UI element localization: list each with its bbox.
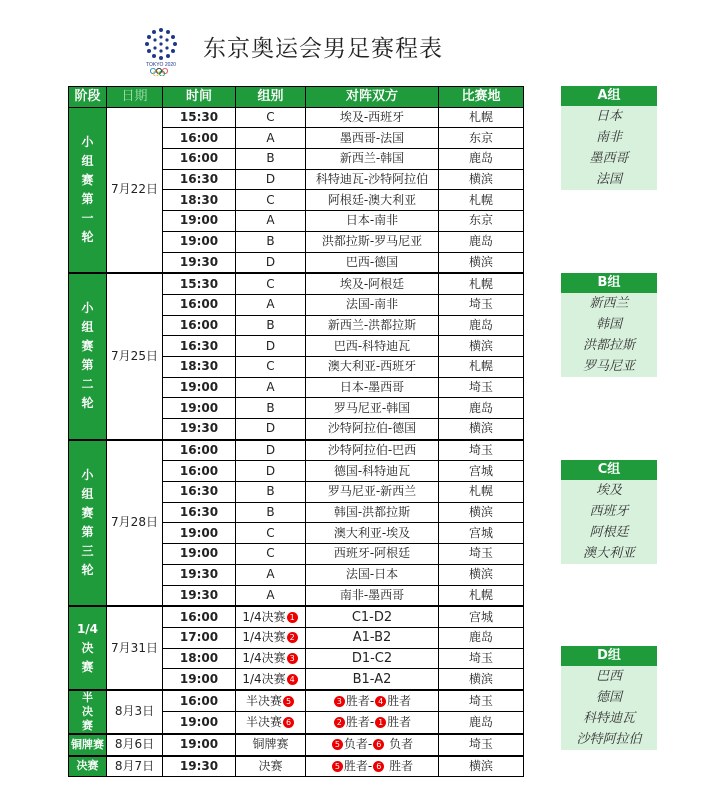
time-cell: 16:30 <box>163 502 236 523</box>
time-cell: 16:00 <box>163 440 236 461</box>
match-cell: 巴西-德国 <box>306 252 439 273</box>
stage-cell <box>69 273 107 440</box>
venue-cell: 埼玉 <box>439 690 524 712</box>
venue-cell: 横滨 <box>439 252 524 273</box>
time-cell: 19:00 <box>163 712 236 734</box>
date-cell: 7月25日 <box>107 273 163 440</box>
group-team: 南非 <box>561 127 657 148</box>
group-team: 法国 <box>561 169 657 190</box>
match-cell: 埃及-西班牙 <box>306 107 439 128</box>
venue-cell: 横滨 <box>439 564 524 585</box>
time-cell: 19:00 <box>163 523 236 544</box>
time-cell: 16:30 <box>163 336 236 357</box>
match-cell: 阿根廷-澳大利亚 <box>306 190 439 211</box>
venue-cell: 横滨 <box>439 169 524 190</box>
group-title: A组 <box>561 86 657 106</box>
stage-label-char: 赛 <box>81 339 94 354</box>
match-cell: 墨西哥-法国 <box>306 128 439 149</box>
stage-label: 铜牌赛 <box>71 737 104 751</box>
match-cell: 日本-南非 <box>306 211 439 232</box>
group-title: C组 <box>561 460 657 480</box>
venue-cell: 埼玉 <box>439 648 524 669</box>
time-cell: 16:00 <box>163 461 236 482</box>
match-text: 胜者 <box>387 715 412 730</box>
match-cell: C1-D2 <box>306 606 439 627</box>
round-label: 1/4决赛 <box>242 609 286 624</box>
match-cell: 韩国-洪都拉斯 <box>306 502 439 523</box>
group-team: 新西兰 <box>561 293 657 314</box>
round-label: 1/4决赛 <box>242 650 286 665</box>
stage-label-char: 组 <box>81 486 94 501</box>
group-team: 阿根廷 <box>561 522 657 543</box>
group-team: 德国 <box>561 687 657 708</box>
group-cell <box>236 648 306 669</box>
group-cell: D <box>236 419 306 440</box>
venue-cell: 鹿岛 <box>439 627 524 648</box>
match-number-badge: 5 <box>332 761 343 772</box>
table-row <box>69 734 524 756</box>
table-row <box>69 107 524 128</box>
header-group: 组别 <box>236 87 306 108</box>
venue-cell: 埼玉 <box>439 377 524 398</box>
match-cell: D1-C2 <box>306 648 439 669</box>
group-team: 韩国 <box>561 314 657 335</box>
round-label: 铜牌赛 <box>252 737 289 752</box>
venue-cell: 宫城 <box>439 606 524 627</box>
time-cell: 19:00 <box>163 211 236 232</box>
stage-label-char: 组 <box>81 320 94 335</box>
stage-cell <box>69 756 107 777</box>
group-box <box>561 460 657 564</box>
venue-cell: 横滨 <box>439 336 524 357</box>
group-title: D组 <box>561 646 657 666</box>
venue-cell: 鹿岛 <box>439 149 524 170</box>
match-cell <box>306 690 439 712</box>
time-cell: 19:00 <box>163 544 236 565</box>
group-cell: C <box>236 356 306 377</box>
stage-cell <box>69 734 107 756</box>
venue-cell: 宫城 <box>439 523 524 544</box>
time-cell: 18:30 <box>163 190 236 211</box>
match-cell: 沙特阿拉伯-德国 <box>306 419 439 440</box>
stage-label-char: 小 <box>81 301 94 316</box>
match-text: 负者- <box>343 737 373 752</box>
time-cell: 16:00 <box>163 690 236 712</box>
match-cell: 罗马尼亚-新西兰 <box>306 482 439 503</box>
time-cell: 18:30 <box>163 356 236 377</box>
group-box <box>561 86 657 190</box>
match-text: 胜者 <box>387 693 412 708</box>
match-number-badge: 2 <box>287 632 298 643</box>
stage-label-char: 三 <box>81 543 94 558</box>
match-cell: 罗马尼亚-韩国 <box>306 398 439 419</box>
stage-label-char: 一 <box>81 210 94 225</box>
venue-cell: 鹿岛 <box>439 712 524 734</box>
stage-label-char: 第 <box>81 191 94 206</box>
stage-label-char: 赛 <box>81 172 94 187</box>
stage-cell <box>69 690 107 734</box>
date-cell: 8月6日 <box>107 734 163 756</box>
venue-cell: 札幌 <box>439 356 524 377</box>
stage-label-char: 决 <box>82 704 93 718</box>
group-cell: C <box>236 544 306 565</box>
match-cell <box>306 756 439 777</box>
group-cell: D <box>236 461 306 482</box>
match-number-badge: 4 <box>375 696 386 707</box>
match-number-badge: 1 <box>287 612 298 623</box>
logo-text: TOKYO 2020 <box>146 62 176 68</box>
time-cell: 16:00 <box>163 294 236 315</box>
venue-cell: 埼玉 <box>439 734 524 756</box>
match-cell: 新西兰-洪都拉斯 <box>306 315 439 336</box>
date-cell: 7月31日 <box>107 606 163 690</box>
stage-label-char: 二 <box>81 377 94 392</box>
stage-label-char: 轮 <box>81 562 94 577</box>
group-cell: A <box>236 128 306 149</box>
stage-label-char: 赛 <box>82 718 93 732</box>
time-cell: 19:00 <box>163 734 236 756</box>
group-cell: A <box>236 211 306 232</box>
stage-cell <box>69 606 107 690</box>
match-cell <box>306 712 439 734</box>
venue-cell: 横滨 <box>439 756 524 777</box>
header-date: 日期 <box>107 87 163 108</box>
stage-label-char: 第 <box>81 358 94 373</box>
stage-label-char: 轮 <box>81 229 94 244</box>
time-cell: 17:00 <box>163 627 236 648</box>
schedule-body <box>69 107 524 777</box>
group-cell: C <box>236 273 306 294</box>
group-cell: B <box>236 482 306 503</box>
group-cell: C <box>236 523 306 544</box>
venue-cell: 埼玉 <box>439 440 524 461</box>
group-cell: A <box>236 377 306 398</box>
group-team: 洪都拉斯 <box>561 335 657 356</box>
venue-cell: 埼玉 <box>439 544 524 565</box>
match-number-badge: 5 <box>332 739 343 750</box>
match-number-badge: 1 <box>375 717 386 728</box>
stage-cell <box>69 440 107 607</box>
venue-cell: 札幌 <box>439 482 524 503</box>
match-cell: A1-B2 <box>306 627 439 648</box>
group-cell: D <box>236 440 306 461</box>
group-cell: D <box>236 252 306 273</box>
round-label: 半决赛 <box>245 693 282 708</box>
match-cell: 澳大利亚-西班牙 <box>306 356 439 377</box>
group-cell <box>236 734 306 756</box>
page-title: 东京奥运会男足赛程表 <box>203 36 443 62</box>
stage-label-char: 小 <box>81 134 94 149</box>
date-cell: 8月7日 <box>107 756 163 777</box>
round-label: 决赛 <box>258 758 283 773</box>
time-cell: 19:00 <box>163 231 236 252</box>
match-cell: 日本-墨西哥 <box>306 377 439 398</box>
time-cell: 18:00 <box>163 648 236 669</box>
round-label: 1/4决赛 <box>242 630 286 645</box>
table-row <box>69 440 524 461</box>
group-cell <box>236 756 306 777</box>
group-team: 罗马尼亚 <box>561 356 657 377</box>
group-cell <box>236 606 306 627</box>
header-time: 时间 <box>163 87 236 108</box>
time-cell: 19:30 <box>163 252 236 273</box>
group-cell: B <box>236 398 306 419</box>
group-cell: A <box>236 294 306 315</box>
stage-label-char: 组 <box>81 153 94 168</box>
group-team: 巴西 <box>561 666 657 687</box>
match-cell: 西班牙-阿根廷 <box>306 544 439 565</box>
date-cell: 7月28日 <box>107 440 163 607</box>
stage-label-char: 小 <box>81 467 94 482</box>
group-team: 沙特阿拉伯 <box>561 729 657 750</box>
date-cell: 8月3日 <box>107 690 163 734</box>
group-cell: A <box>236 585 306 606</box>
group-cell: D <box>236 169 306 190</box>
stage-label-char: 决 <box>81 640 94 655</box>
match-cell: 德国-科特迪瓦 <box>306 461 439 482</box>
match-cell: 南非-墨西哥 <box>306 585 439 606</box>
time-cell: 16:00 <box>163 128 236 149</box>
group-title: B组 <box>561 273 657 293</box>
venue-cell: 埼玉 <box>439 294 524 315</box>
time-cell: 16:00 <box>163 149 236 170</box>
venue-cell: 宫城 <box>439 461 524 482</box>
group-team: 日本 <box>561 106 657 127</box>
venue-cell: 横滨 <box>439 502 524 523</box>
venue-cell: 横滨 <box>439 669 524 690</box>
match-cell: 科特迪瓦-沙特阿拉伯 <box>306 169 439 190</box>
venue-cell: 横滨 <box>439 419 524 440</box>
group-cell <box>236 669 306 690</box>
group-cell <box>236 690 306 712</box>
group-cell: A <box>236 564 306 585</box>
group-cell: C <box>236 190 306 211</box>
match-cell: 法国-南非 <box>306 294 439 315</box>
match-text: 胜者- <box>345 693 375 708</box>
match-number-badge: 6 <box>283 717 294 728</box>
group-cell <box>236 712 306 734</box>
round-label: 半决赛 <box>245 715 282 730</box>
match-cell: B1-A2 <box>306 669 439 690</box>
match-cell: 新西兰-韩国 <box>306 149 439 170</box>
time-cell: 16:30 <box>163 482 236 503</box>
stage-cell <box>69 107 107 273</box>
stage-label-char: 第 <box>81 524 94 539</box>
group-cell: D <box>236 336 306 357</box>
time-cell: 16:00 <box>163 315 236 336</box>
tokyo-2020-logo <box>138 26 184 76</box>
match-cell: 沙特阿拉伯-巴西 <box>306 440 439 461</box>
venue-cell: 札幌 <box>439 273 524 294</box>
match-number-badge: 2 <box>334 717 345 728</box>
time-cell: 19:00 <box>163 398 236 419</box>
match-number-badge: 4 <box>287 674 298 685</box>
round-label: 1/4决赛 <box>242 671 286 686</box>
match-text: 胜者- <box>345 715 375 730</box>
match-text: 胜者- <box>343 758 373 773</box>
stage-label: 决赛 <box>76 759 99 773</box>
group-team: 埃及 <box>561 480 657 501</box>
group-box <box>561 646 657 750</box>
table-row <box>69 756 524 777</box>
stage-label-char: 赛 <box>81 505 94 520</box>
venue-cell: 东京 <box>439 211 524 232</box>
venue-cell: 鹿岛 <box>439 398 524 419</box>
match-cell: 埃及-阿根廷 <box>306 273 439 294</box>
stage-label-char: 赛 <box>81 659 94 674</box>
group-team: 澳大利亚 <box>561 543 657 564</box>
match-number-badge: 3 <box>287 653 298 664</box>
match-number-badge: 6 <box>373 739 384 750</box>
time-cell: 15:30 <box>163 107 236 128</box>
match-text: 负者 <box>385 737 414 752</box>
venue-cell: 东京 <box>439 128 524 149</box>
match-text: 胜者 <box>385 758 414 773</box>
stage-label-char: 轮 <box>81 396 94 411</box>
time-cell: 19:30 <box>163 564 236 585</box>
header-match: 对阵双方 <box>306 87 439 108</box>
group-box <box>561 273 657 377</box>
group-cell: B <box>236 231 306 252</box>
time-cell: 16:00 <box>163 606 236 627</box>
time-cell: 15:30 <box>163 273 236 294</box>
venue-cell: 鹿岛 <box>439 315 524 336</box>
table-row <box>69 273 524 294</box>
header-stage: 阶段 <box>69 87 107 108</box>
group-cell: B <box>236 315 306 336</box>
venue-cell: 札幌 <box>439 107 524 128</box>
group-team: 西班牙 <box>561 501 657 522</box>
table-header-row <box>69 87 524 108</box>
match-cell: 法国-日本 <box>306 564 439 585</box>
match-number-badge: 5 <box>283 696 294 707</box>
time-cell: 19:00 <box>163 669 236 690</box>
time-cell: 19:00 <box>163 377 236 398</box>
schedule-table <box>68 86 524 777</box>
match-number-badge: 3 <box>334 696 345 707</box>
venue-cell: 札幌 <box>439 585 524 606</box>
match-cell <box>306 734 439 756</box>
venue-cell: 札幌 <box>439 190 524 211</box>
table-row <box>69 606 524 627</box>
match-cell: 洪都拉斯-罗马尼亚 <box>306 231 439 252</box>
group-cell: B <box>236 502 306 523</box>
group-cell: C <box>236 107 306 128</box>
match-cell: 巴西-科特迪瓦 <box>306 336 439 357</box>
match-cell: 澳大利亚-埃及 <box>306 523 439 544</box>
time-cell: 19:30 <box>163 756 236 777</box>
match-number-badge: 6 <box>373 761 384 772</box>
header-venue: 比赛地 <box>439 87 524 108</box>
group-cell: B <box>236 149 306 170</box>
group-team: 墨西哥 <box>561 148 657 169</box>
group-cell <box>236 627 306 648</box>
stage-label-char: 半 <box>82 690 93 704</box>
stage-label-char: 1/4 <box>76 621 99 636</box>
time-cell: 19:30 <box>163 585 236 606</box>
time-cell: 16:30 <box>163 169 236 190</box>
table-row <box>69 690 524 712</box>
time-cell: 19:30 <box>163 419 236 440</box>
date-cell: 7月22日 <box>107 107 163 273</box>
venue-cell: 鹿岛 <box>439 231 524 252</box>
group-team: 科特迪瓦 <box>561 708 657 729</box>
